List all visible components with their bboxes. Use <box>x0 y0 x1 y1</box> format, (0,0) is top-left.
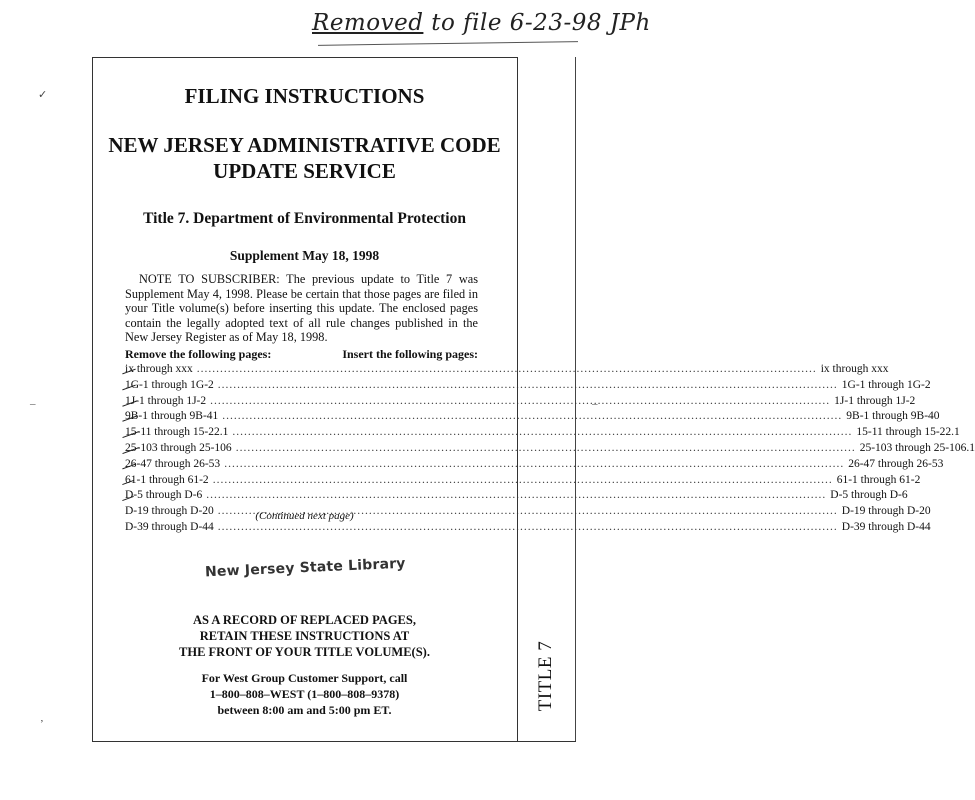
record-line: RETAIN THESE INSTRUCTIONS AT <box>199 629 410 643</box>
insert-pages: D-5 through D-6 <box>830 489 908 502</box>
title-heading: Title 7. Department of Environmental Protection <box>143 210 466 227</box>
insert-pages: 26-47 through 26-53 <box>848 457 944 470</box>
record-line: AS A RECORD OF REPLACED PAGES, <box>193 613 416 627</box>
page-row <box>125 520 931 537</box>
handwritten-date: 6-23-98 <box>509 10 602 36</box>
page-row <box>125 363 889 379</box>
remove-pages: 1J-1 through 1J-2 <box>125 394 207 407</box>
remove-pages: 25-103 through 25-106 <box>125 441 232 454</box>
page-row <box>125 457 944 474</box>
handwritten-removed: Removed <box>312 10 424 36</box>
handwritten-underline <box>318 41 578 46</box>
supplement-date: Supplement May 18, 1998 <box>229 248 380 263</box>
page-row <box>125 378 931 395</box>
insert-pages: 9B-1 through 9B-40 <box>846 410 940 423</box>
insert-pages: 15-11 through 15-22.1 <box>856 426 960 439</box>
handwritten-initials: JPh <box>609 10 651 36</box>
leader-dots <box>210 395 830 407</box>
leader-dots <box>197 363 817 375</box>
insert-pages: 1J-1 through 1J-2 <box>834 394 916 407</box>
record-line: THE FRONT OF YOUR TITLE VOLUME(S). <box>179 645 430 659</box>
support-hours: between 8:00 am and 5:00 pm ET. <box>217 703 392 717</box>
remove-pages: D-19 through D-20 <box>125 505 214 518</box>
leader-dots <box>236 442 856 454</box>
subscriber-note <box>125 272 478 345</box>
margin-dash-mark-right: – <box>592 398 598 410</box>
margin-dash-mark: – <box>30 398 36 410</box>
leader-dots <box>213 474 833 486</box>
support-line: For West Group Customer Support, call <box>201 671 408 685</box>
subscriber-note-text: NOTE TO SUBSCRIBER: The previous update to Title 7 was Supplement May 4, 1998. Please be certain that those pages are filed in your Title volume(s) before inserting this update. The enclosed pages contain the legally adopted text of all rule changes published in the New Jersey Register as of May 18, 1998. <box>125 272 478 345</box>
leader-dots <box>206 489 826 501</box>
remove-column-header: Remove the following pages: <box>125 347 272 361</box>
leader-dots <box>222 410 842 422</box>
remove-pages: ix through xxx <box>125 363 193 375</box>
insert-pages: 1G-1 through 1G-2 <box>841 378 931 391</box>
insert-pages: ix through xxx <box>820 363 889 375</box>
leader-dots <box>218 521 838 533</box>
code-title-line2: UPDATE SERVICE <box>213 159 396 183</box>
title-tab-label: TITLE 7 <box>535 640 556 712</box>
insert-pages: D-39 through D-44 <box>841 520 931 533</box>
support-phone: 1–800–808–WEST (1–800–808–9378) <box>209 687 400 701</box>
filing-instructions-heading: FILING INSTRUCTIONS <box>184 84 425 108</box>
remove-pages: D-5 through D-6 <box>125 489 203 502</box>
remove-pages: 61-1 through 61-2 <box>125 473 209 486</box>
insert-pages: D-19 through D-20 <box>841 505 931 518</box>
insert-column-header: Insert the following pages: <box>342 347 478 361</box>
frame-top-border <box>92 57 517 58</box>
remove-pages: 1G-1 through 1G-2 <box>125 378 214 391</box>
page-row <box>125 410 940 426</box>
continued-note: (Continued next page) <box>255 510 354 522</box>
remove-pages: D-39 through D-44 <box>125 520 214 533</box>
remove-pages: 15-11 through 15-22.1 <box>125 426 229 439</box>
leader-dots <box>232 426 852 438</box>
page-columns-header <box>125 347 478 363</box>
remove-pages: 9B-1 through 9B-41 <box>125 410 219 423</box>
page-row <box>125 441 975 458</box>
margin-check-mark: ✓ <box>38 89 48 101</box>
leader-dots <box>218 379 838 391</box>
customer-support-info <box>92 670 517 718</box>
remove-pages: 26-47 through 26-53 <box>125 457 221 470</box>
insert-pages: 61-1 through 61-2 <box>836 473 921 486</box>
insert-pages: 25-103 through 25-106.1 <box>859 441 975 454</box>
handwritten-note <box>312 10 651 36</box>
frame-bottom-border <box>92 741 576 742</box>
page-row <box>125 394 916 411</box>
handwritten-to-file: to file <box>423 10 510 36</box>
library-stamp: New Jersey State Library <box>204 555 406 581</box>
page-row <box>125 426 960 442</box>
page-row <box>125 473 921 490</box>
margin-tick-mark: ʼ <box>40 718 44 730</box>
record-instructions <box>92 612 517 660</box>
leader-dots <box>224 458 844 470</box>
page-row <box>125 489 908 505</box>
code-title-line1: NEW JERSEY ADMINISTRATIVE CODE <box>108 133 501 157</box>
